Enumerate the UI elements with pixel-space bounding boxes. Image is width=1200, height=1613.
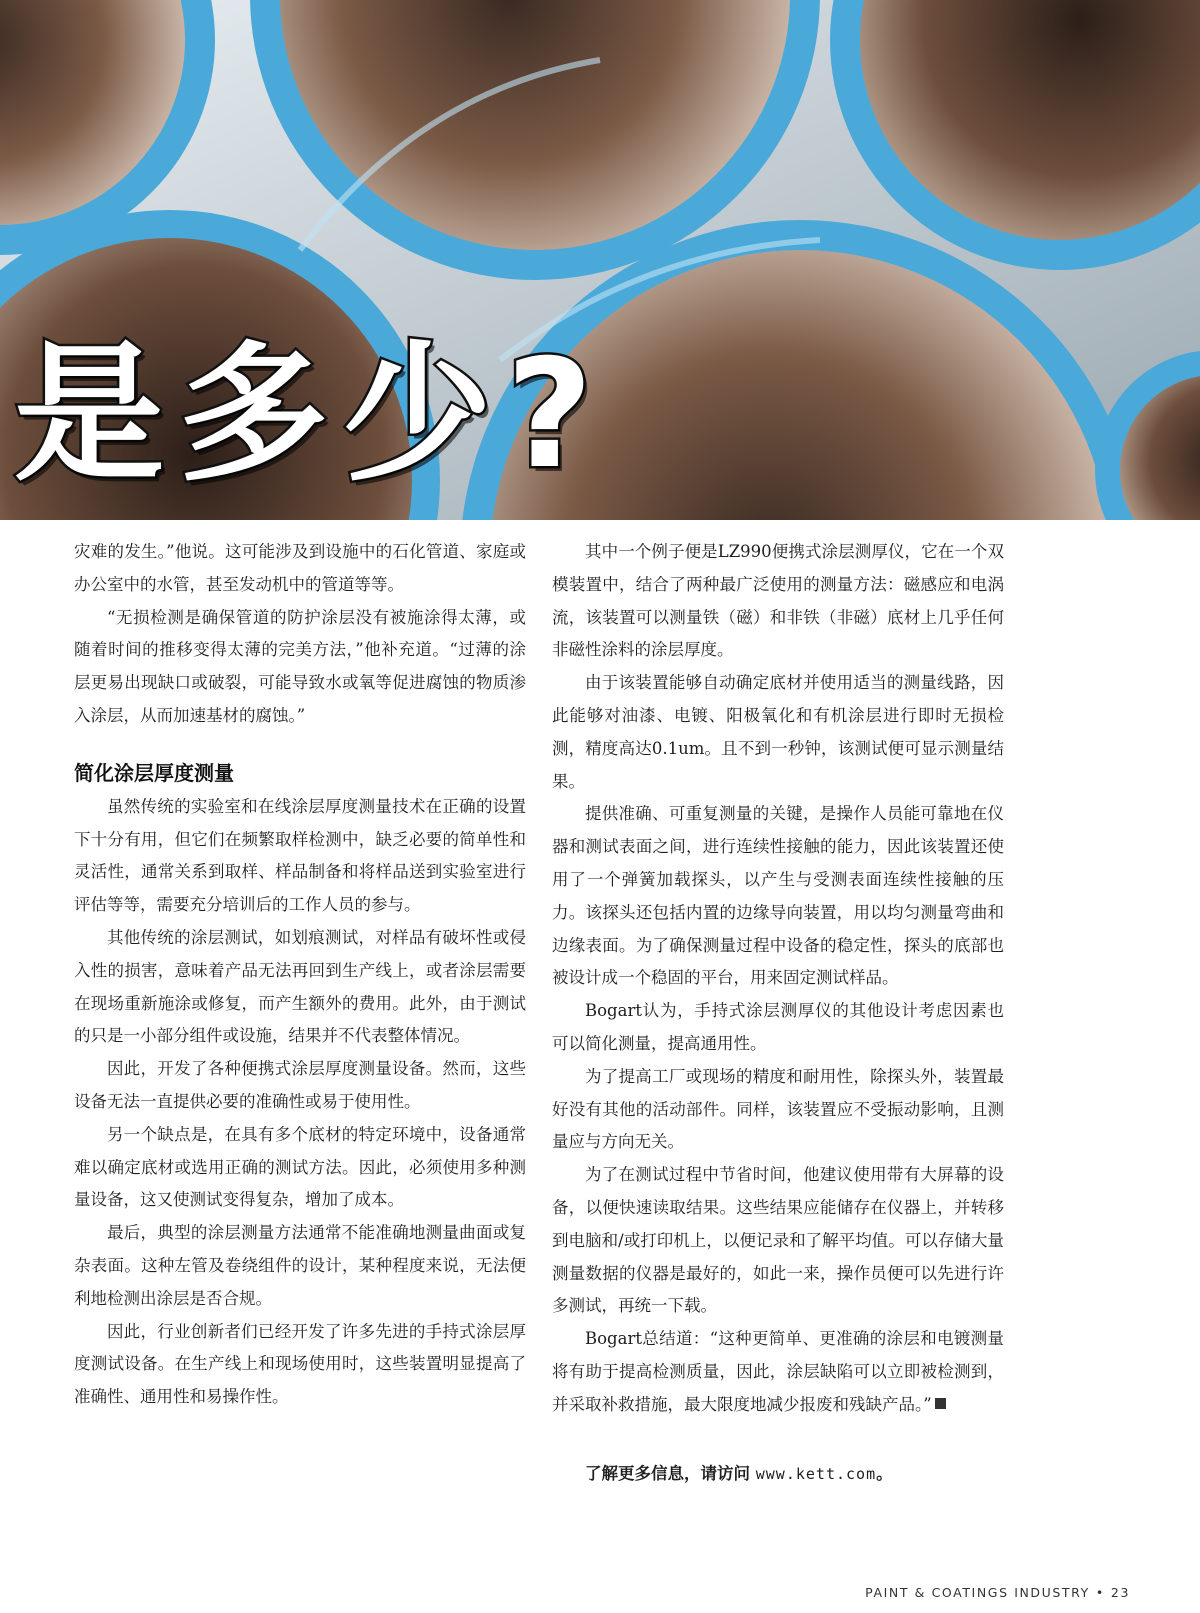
paragraph: 为了提高工厂或现场的精度和耐用性，除探头外，装置最好没有其他的活动部件。同样，该装置应不受振动影响，且测量应与方向无关。: [552, 1066, 1004, 1152]
paragraph: “无损检测是确保管道的防护涂层没有被施涂得太薄，或随着时间的推移变得太薄的完美方法，”他补充道。“过薄的涂层更易出现缺口或破裂，可能导致水或氧等促进腐蚀的物质渗入涂层，从而加速基材的腐蚀。”: [74, 607, 526, 725]
end-mark-icon: [935, 1398, 946, 1409]
more-info-label: 了解更多信息，请访问: [585, 1463, 750, 1483]
paragraph: 其他传统的涂层测试，如划痕测试，对样品有破坏性或侵入性的损害，意味着产品无法再回到生产线上，或者涂层需要在现场重新施涂或修复，而产生额外的费用。此外，由于测试的只是一小部分组件或设施，结果并不代表整体情况。: [74, 927, 526, 1046]
paragraph: 提供准确、可重复测量的关键，是操作人员能可靠地在仪器和测试表面之间，进行连续性接触的能力，因此该装置还使用了一个弹簧加载探头，以产生与受测表面连续性接触的压力。该探头还包括内置的边缘导向装置，用以均匀测量弯曲和边缘表面。为了确保测量过程中设备的稳定性，探头的底部也被设计成一个稳固的平台，用来固定测试样品。: [552, 804, 1004, 988]
right-column: [552, 536, 1004, 1490]
paragraph: 最后，典型的涂层测量方法通常不能准确地测量曲面或复杂表面。这种左管及卷绕组件的设计，某种程度来说，无法便利地检测出涂层是否合规。: [74, 1223, 526, 1308]
closing-paragraph: [552, 1323, 1004, 1421]
paragraph: Bogart认为，手持式涂层测厚仪的其他设计考虑因素也可以简化测量，提高通用性。: [552, 1001, 1004, 1053]
closing-text: Bogart总结道：“这种更简单、更准确的涂层和电镀测量将有助于提高检测质量，因此，涂层缺陷可以立即被检测到，并采取补救措施，最大限度地减少报废和残缺产品。”: [552, 1329, 1004, 1414]
left-column: [74, 536, 526, 1414]
paragraph: 因此，开发了各种便携式涂层厚度测量设备。然而，这些设备无法一直提供必要的准确性或易于使用性。: [74, 1059, 526, 1111]
paragraph: 另一个缺点是，在具有多个底材的特定环境中，设备通常难以确定底材或选用正确的测试方法。因此，必须使用多种测量设备，这又使测试变得复杂，增加了成本。: [74, 1124, 526, 1210]
more-info: [552, 1458, 1004, 1491]
hero-image: [0, 0, 1200, 520]
paragraph: 其中一个例子便是LZ990便携式涂层测厚仪，它在一个双模装置中，结合了两种最广泛使用的测量方法：磁感应和电涡流，该装置可以测量铁（磁）和非铁（非磁）底材上几乎任何非磁性涂料的涂层厚度。: [552, 542, 1004, 660]
page-footer: [865, 1585, 1130, 1600]
separator-dot: •: [1095, 1585, 1105, 1600]
section-heading: 简化涂层厚度测量: [74, 760, 234, 785]
paragraph: 由于该装置能够自动确定底材并使用适当的测量线路，因此能够对油漆、电镀、阳极氧化和有机涂层进行即时无损检测，精度高达0.1um。且不到一秒钟，该测试便可显示测量结果。: [552, 673, 1004, 791]
paragraph: 灾难的发生。”他说。这可能涉及到设施中的石化管道、家庭或办公室中的水管，甚至发动机中的管道等等。: [74, 542, 526, 594]
paragraph: 因此，行业创新者们已经开发了许多先进的手持式涂层厚度测试设备。在生产线上和现场使用时，这些装置明显提高了准确性、通用性和易操作性。: [74, 1321, 526, 1407]
publication-name: PAINT & COATINGS INDUSTRY: [865, 1585, 1090, 1600]
headline: 是多少?: [14, 328, 608, 502]
paragraph: 为了在测试过程中节省时间，他建议使用带有大屏幕的设备，以便快速读取结果。这些结果应能储存在仪器上，并转移到电脑和/或打印机上，以便记录和了解平均值。可以存储大量测量数据的仪器是最好的，如此一来，操作员便可以先进行许多测试，再统一下载。: [552, 1165, 1004, 1316]
website-link[interactable]: www.kett.com: [755, 1464, 877, 1483]
paragraph: 虽然传统的实验室和在线涂层厚度测量技术在正确的设置下十分有用，但它们在频繁取样检测中，缺乏必要的简单性和灵活性，通常关系到取样、样品制备和将样品送到实验室进行评估等等，需要充分培训后的工作人员的参与。: [74, 796, 526, 915]
page-number: 23: [1110, 1585, 1130, 1600]
more-info-end: 。: [876, 1463, 893, 1483]
